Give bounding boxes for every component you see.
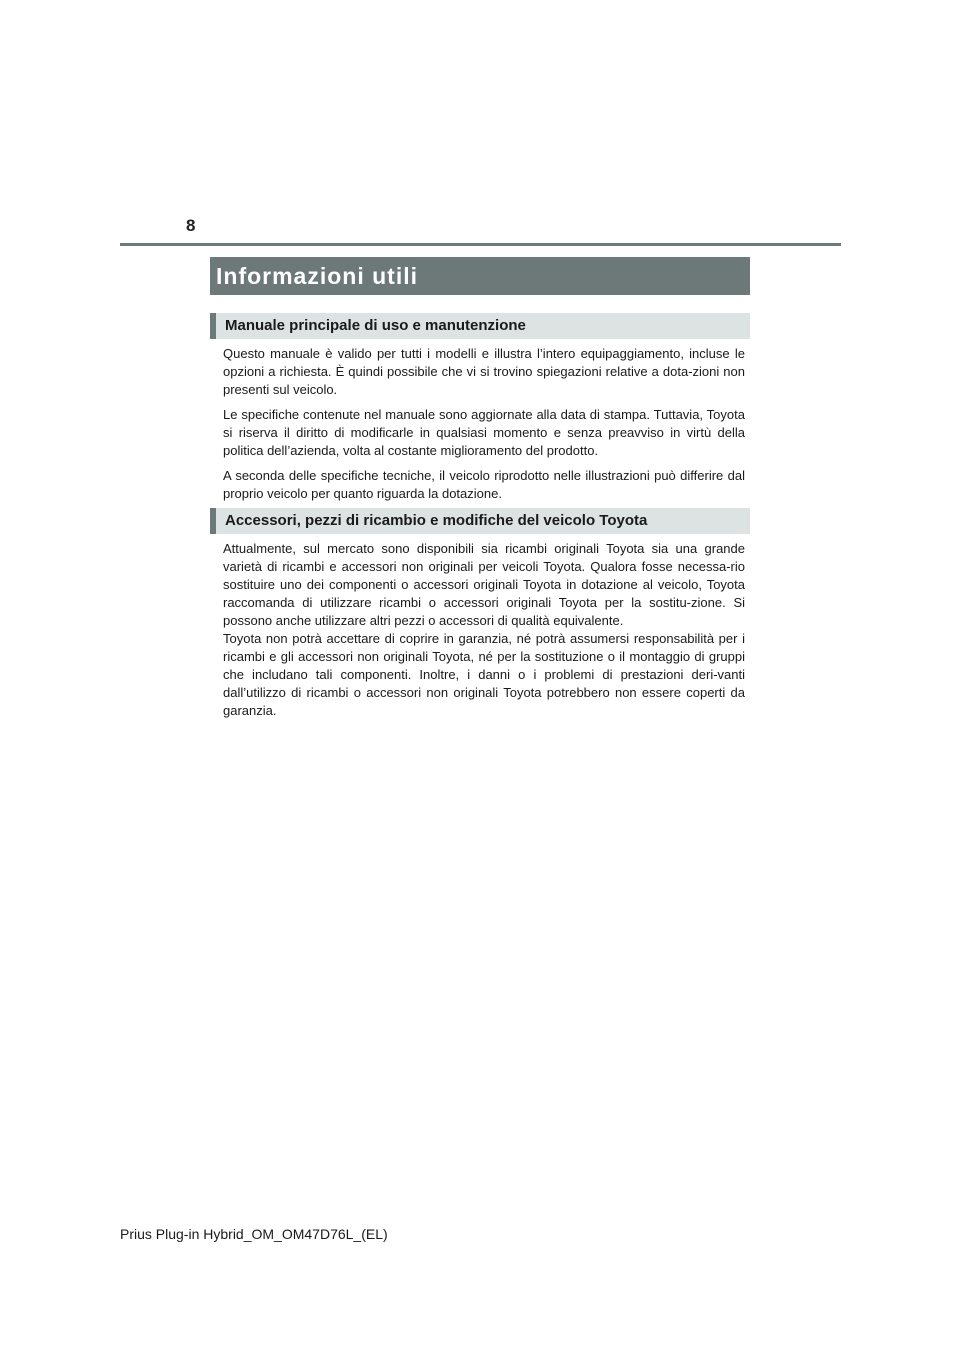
section-heading-manual: Manuale principale di uso e manutenzione [210, 313, 750, 339]
section-body-manual [223, 345, 745, 510]
paragraph: Questo manuale è valido per tutti i modelli e illustra l’intero equipaggiamento, incluse le opzioni a richiesta. È quindi possibile che vi si trovino spiegazioni relative a dota-zioni non presenti sul veicolo. [223, 346, 745, 397]
paragraph: A seconda delle specifiche tecniche, il veicolo riprodotto nelle illustrazioni può differire dal proprio veicolo per quanto riguarda la dotazione. [223, 468, 745, 501]
page-number: 8 [186, 216, 196, 235]
section-heading-accessories: Accessori, pezzi di ricambio e modifiche del veicolo Toyota [210, 508, 750, 534]
section-body-accessories [223, 540, 745, 720]
page-title: Informazioni utili [210, 257, 750, 295]
paragraph: Toyota non potrà accettare di coprire in garanzia, né potrà assumersi responsabilità per i ricambi e gli accessori non originali Toyota, né per la sostituzione o il montaggio di gruppi che includano tali componenti. Inoltre, i danni o i problemi di prestazioni deri-vanti dall’utilizzo di ricambi o accessori non originali Toyota potrebbero non essere coperti da garanzia. [223, 631, 745, 718]
paragraph: Le specifiche contenute nel manuale sono aggiornate alla data di stampa. Tuttavia, Toyota si riserva il diritto di modificarle in qualsiasi momento e senza preavviso in virtù della politica dell’azienda, volta al costante miglioramento del prodotto. [223, 407, 745, 458]
header-rule [120, 243, 841, 246]
paragraph: Attualmente, sul mercato sono disponibili sia ricambi originali Toyota sia una grande varietà di ricambi e accessori non originali per veicoli Toyota. Qualora fosse necessa-rio sostituire uno dei componenti o accessori originali Toyota in dotazione al veicolo, Toyota raccomanda di utilizzare ricambi o accessori originali Toyota per la sostitu-zione. Si possono anche utilizzare altri pezzi o accessori di qualità equivalente. [223, 541, 745, 628]
footer-document-code: Prius Plug-in Hybrid_OM_OM47D76L_(EL) [120, 1226, 388, 1242]
